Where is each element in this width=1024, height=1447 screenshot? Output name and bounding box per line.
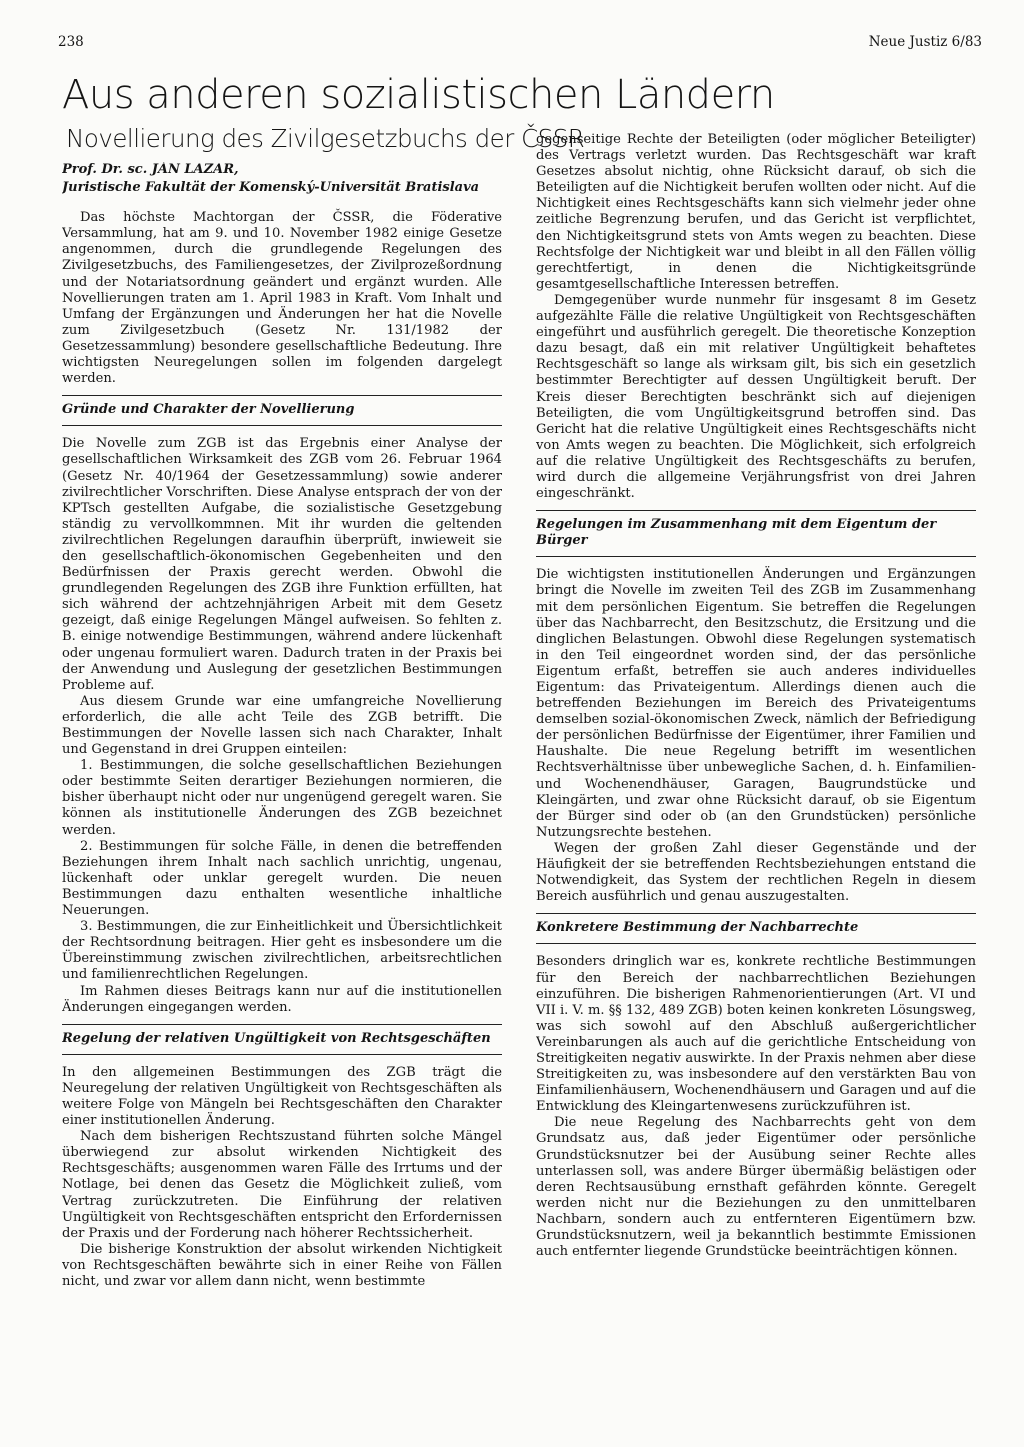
page-number: 238 [58,34,84,50]
subheading-relative-invalidity: Regelung der relativen Ungültigkeit von Rechtsgeschäften [62,1024,502,1055]
paragraph: Aus diesem Grunde war eine umfangreiche Novellierung erforderlich, die alle acht Teile des ZGB betrifft. Die Bestimmungen der Novelle lassen sich nach Charakter, Inhalt und Gegenstand in drei Gruppen einteilen: [62,693,502,758]
subheading-reasons: Gründe und Charakter der Novellierung [62,395,502,426]
paragraph: Die wichtigsten institutionellen Änderungen und Ergänzungen bringt die Novelle im zweiten Teil des ZGB im Zusammenhang mit dem persönlichen Eigentum. Sie betreffen die Regelungen über das Nachbarrecht, den Besitzschutz, die Ersitzung und die dinglichen Belastungen. Obwohl diese Regelungen systematisch in den Teil eingeordnet worden sind, der das persönliche Eigentum erfaßt, betreffen sie auch anderes individuelles Eigentum: das Privateigentum. Allerdings dienen auch die betreffenden Beziehungen im Bereich des Privateigentums demselben sozial-ökonomischen Zweck, nämlich der Befriedigung der persönlichen Bedürfnisse der Eigentümer, ihrer Familien und Haushalte. Die neue Regelung betrifft im wesentlichen Rechtsverhältnisse über unbewegliche Sachen, d. h. Einfamilien- und Wochenendhäuser, Garagen, Baugrundstücke und Kleingärten, und zwar ohne Rücksicht darauf, ob sie Eigentum der Bürger sind oder ob (an den Grundstücken) persönliche Nutzungsrechte bestehen. [536,567,976,840]
paragraph: gegenseitige Rechte der Beteiligten (oder möglicher Beteiligter) des Vertrags verletzt wurden. Das Rechtsgeschäft war kraft Gesetzes absolut nichtig, ohne Rücksicht darauf, ob sich die Beteiligten auf die Nichtigkeit berufen wollten oder nicht. Auf die Nichtigkeit eines Rechtsgeschäfts kann sich vielmehr jeder ohne zeitliche Begrenzung berufen, und das Gericht ist verpflichtet, den Nichtigkeitsgrund stets von Amts wegen zu beachten. Diese Rechtsfolge der Nichtigkeit war und bleibt in all den Fällen völlig gerechtfertigt, in denen die Nichtigkeitsgründe gesamtgesellschaftliche Interessen betreffen. [536,132,976,292]
intro-paragraph: Das höchste Machtorgan der ČSSR, die Föderative Versammlung, hat am 9. und 10. November 1982 einige Gesetze angenommen, durch die grundlegende Regelungen des Zivilgesetzbuchs, des Familiengesetzes, der Zivilprozeßordnung und der Notariatsordnung geändert und ergänzt wurden. Alle Novellierungen traten am 1. April 1983 in Kraft. Vom Inhalt und Umfang der Ergänzungen und Änderungen her hat die Novelle zum Zivilgesetzbuch (Gesetz Nr. 131/1982 der Gesetzessammlung) besondere gesellschaftliche Bedeutung. Ihre wichtigsten Neuregelungen sollen im folgenden dargelegt werden. [62,210,502,387]
list-item: 3. Bestimmungen, die zur Einheitlichkeit und Übersichtlichkeit der Rechtsordnung beitragen. Hier geht es insbesondere um die Übereinstimmung zwischen zivilrechtlichen, arbeitsrechtlichen und familienrechtlichen Regelungen. [62,919,502,983]
paragraph: In den allgemeinen Bestimmungen des ZGB trägt die Neuregelung der relativen Ungültigkeit von Rechtsgeschäften als weitere Folge von Mängeln bei Rechtsgeschäften den Charakter einer institutionellen Änderung. [62,1064,502,1129]
list-item: 2. Bestimmungen für solche Fälle, in denen die betreffenden Beziehungen ihrem Inhalt nach sachlich unrichtig, ungenau, lückenhaft oder unklar geregelt wurden. Die neuen Bestimmungen dazu enthalten wesentliche inhaltliche Neuerungen. [62,838,502,919]
running-header [58,34,982,56]
paragraph: Nach dem bisherigen Rechtszustand führten solche Mängel überwiegend zur absolut wirkenden Nichtigkeit des Rechtsgeschäfts; ausgenommen waren Fälle des Irrtums und der Notlage, bei denen das Gesetz die Möglichkeit zuließ, vom Vertrag zurückzutreten. Die Einführung der relativen Ungültigkeit von Rechtsgeschäften entspricht den Erfordernissen der Praxis und der Forderung nach höherer Rechtssicherheit. [62,1129,502,1241]
article-title: Novellierung des Zivilgesetzbuchs der ČSSR [66,124,585,153]
paragraph: Im Rahmen dieses Beitrags kann nur auf die institutionellen Änderungen eingegangen werden. [62,983,502,1015]
section-title: Aus anderen sozialistischen Ländern [62,72,775,118]
paragraph: Die bisherige Konstruktion der absolut wirkenden Nichtigkeit von Rechtsgeschäften bewährte sich in einer Reihe von Fällen nicht, und zwar vor allem dann nicht, wenn bestimmte [62,1241,502,1289]
affiliation: Juristische Fakultät der Komenský-Universität Bratislava [62,180,480,196]
paragraph: Demgegenüber wurde nunmehr für insgesamt 8 im Gesetz aufgezählte Fälle die relative Ungültigkeit von Rechtsgeschäften eingeführt und ausführlich geregelt. Die theoretische Konzeption dazu besagt, daß ein mit relativer Ungültigkeit behaftetes Rechtsgeschäft so lange als wirksam gilt, bis sich ein gesetzlich bestimmter Berechtigter auf dessen Ungültigkeit beruft. Der Kreis dieser Berechtigten beschränkt sich auf diejenigen Beteiligten, die vom Ungültigkeitsgrund betroffen sind. Das Gericht hat die relative Ungültigkeit eines Rechtsgeschäfts nicht von Amts wegen zu beachten. Die Möglichkeit, sich erfolgreich auf die relative Ungültigkeit des Rechtsgeschäfts zu berufen, wird durch die allgemeine Verjährungsfrist von drei Jahren eingeschränkt. [536,292,976,502]
left-column [62,162,502,1377]
list-item: 1. Bestimmungen, die solche gesellschaftlichen Beziehungen oder bestimmte Seiten derartiger Beziehungen normieren, die bisher überhaupt nicht oder nur ungenügend geregelt waren. Sie können als institutionelle Änderungen des ZGB bezeichnet werden. [62,758,502,838]
subheading-neighbor-rights: Konkretere Bestimmung der Nachbarrechte [536,913,976,944]
paragraph: Besonders dringlich war es, konkrete rechtliche Bestimmungen für den Bereich der nachbarrechtlichen Beziehungen einzuführen. Die bisherigen Rahmenorientierungen (Art. VI und VII i. V. m. §§ 132, 489 ZGB) boten keinen konkreten Lösungsweg, was sich sowohl auf den Abschluß außergerichtlicher Vereinbarungen als auch auf die gerichtliche Entscheidung von Streitigkeiten negativ auswirkte. In der Praxis nehmen aber diese Streitigkeiten zu, was insbesondere auf den verstärkten Bau von Einfamilienhäusern, Wochenendhäusern und Garagen und auf die Entwicklung des Kleingartenwesens zurückzuführen ist. [536,954,976,1115]
journal-issue: Neue Justiz 6/83 [868,34,982,50]
right-column [536,132,976,1377]
paragraph: Die neue Regelung des Nachbarrechts geht von dem Grundsatz aus, daß jeder Eigentümer oder persönliche Grundstücksnutzer bei der Ausübung seiner Rechte alles unterlassen soll, was andere Bürger übermäßig belästigen oder deren Rechtsausübung ernsthaft gefährden könnte. Geregelt werden nicht nur die Beziehungen zu den unmittelbaren Nachbarn, sondern auch zu entfernteren Eigentümern bzw. Grundstücksnutzern, weil ja bekanntlich bestimmte Emissionen auch entfernter liegende Grundstücke beeinträchtigen können. [536,1115,976,1260]
paragraph: Wegen der großen Zahl dieser Gegenstände und der Häufigkeit der sie betreffenden Rechtsbeziehungen entstand die Notwendigkeit, das System der rechtlichen Regeln in diesem Bereich ausführlich und genau auszugestalten. [536,840,976,905]
author: Prof. Dr. sc. JÁN LAZAR, [62,162,239,177]
subheading-property: Regelungen im Zusammenhang mit dem Eigentum der Bürger [536,510,976,557]
paragraph: Die Novelle zum ZGB ist das Ergebnis einer Analyse der gesellschaftlichen Wirksamkeit des ZGB vom 26. Februar 1964 (Gesetz Nr. 40/1964 der Gesetzessammlung) sowie anderer zivilrechtlicher Vorschriften. Diese Analyse entsprach der von der KPTsch gestellten Aufgabe, die sozialistische Gesetzgebung ständig zu vervollkommnen. Mit ihr wurden die geltenden zivilrechtlichen Regelungen daraufhin überprüft, inwieweit sie den gesellschaftlich-ökonomischen Gegebenheiten und den Bedürfnissen der Praxis gerecht werden. Obwohl die grundlegenden Regelungen des ZGB ihre Funktion erfüllten, hat sich während der achtzehnjährigen Arbeit mit dem Gesetz gezeigt, daß einige Regelungen Mängel aufweisen. So fehlten z. B. einige notwendige Bestimmungen, während andere lückenhaft oder ungenau formuliert waren. Dadurch traten in der Praxis bei der Anwendung und Auslegung der gesetzlichen Bestimmungen Probleme auf. [62,436,502,693]
